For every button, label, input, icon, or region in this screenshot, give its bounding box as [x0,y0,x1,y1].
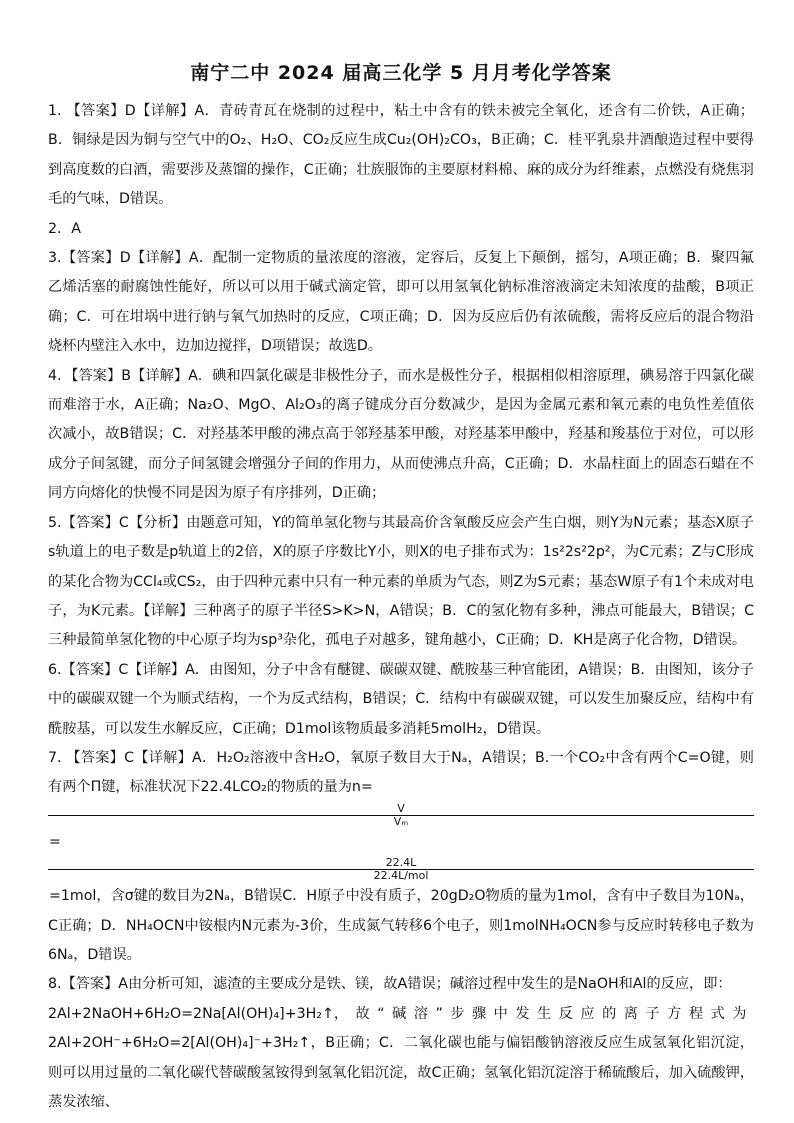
fraction-numerator: V [48,803,754,816]
answer-4: 4．【答案】B【详解】A．碘和四氯化碳是非极性分子，而水是极性分子，根据相似相溶原理，碘易溶于四氯化碳而难溶于水，A正确；Na₂O、MgO、Al₂O₃的离子键成分百分数减少，是因为金属元素和氧元素的电负性差值依次减小，故B错误；C．对羟基苯甲酸的沸点高于邻羟基苯甲酸，对羟基苯甲酸中，羟基和羧基位于对位，可以形成分子间氢键，而分子间氢键会增强分子间的作用力，从而使沸点升高，C正确；D．水晶柱面上的固态石蜡在不同方向熔化的快慢不同是因为原子有序排列，D正确； [48,367,754,502]
formula-fraction-volume [48,857,754,882]
answer-3: 3.【答案】D【详解】A．配制一定物质的量浓度的溶液，定容后，反复上下颠倒，摇匀，A项正确；B．聚四氟乙烯活塞的耐腐蚀性能好，所以可以用于碱式滴定管，即可以用氢氧化钠标准溶液滴定未知浓度的盐酸，B项正确；C．可在坩埚中进行钠与氧气加热时的反应，C项正确；D．因为反应后仍有浓硫酸，需将反应后的混合物沿烧杯内壁注入水中，边加边搅拌，D项错误；故选D。 [48,250,754,355]
answer-8 [48,970,754,1117]
fraction-denominator: Vₘ [393,814,409,828]
answer-8-spread-text: ，故“碱溶”步骤中发生反应的离子方程式为 [333,1005,754,1022]
answer-8-rest: 2Al+2OH⁻+6H₂O=2[Al(OH)₄]⁻+3H₂↑，B正确；C．二氧化碳也能与偏铝酸钠溶液反应生成氢氧化铝沉淀，则可以用过量的二氧化碳代替碳酸氢铵得到氢氧化铝沉淀，故C正确；氢氧化铝沉淀溶于稀硫酸后，加入硫酸钾，蒸发浓缩、 [48,1035,754,1110]
answer-7-part1: 7. 【答案】C【详解】A．H₂O₂溶液中含H₂O，氧原子数目大于Nₐ，A错误；B.一个CO₂中含有两个C=O键，则有两个Π键，标准状况下22.4LCO₂的物质的量为n= [48,749,754,796]
fraction-numerator: 22.4L [48,857,754,870]
equals-sign: = [49,833,61,850]
answer-5: 5.【答案】C【分析】由题意可知，Y的简单氢化物与其最高价含氧酸反应会产生白烟，则Y为N元素；基态X原子s轨道上的电子数是p轨道上的2倍，X的原子序数比Y小，则X的电子排布式为：1s²2s²2p²，为C元素；Z与C形成的某化合物为CCl₄或CS₂，由于四种元素中只有一种元素的单质为气态，则Z为S元素；基态W原子有1个未成对电子，为K元素。【详解】三种离子的原子半径S>K>N，A错误；B．C的氢化物有多种，沸点可能最大，B错误；C三种最简单氢化物的中心原子均为sp³杂化，孤电子对越多，键角越小，C正确；D．KH是离子化合物，D错误。 [48,514,754,649]
page-title: 南宁二中 2024 届高三化学 5 月月考化学答案 [190,62,612,84]
answer-2: 2．A [48,220,81,237]
formula-fraction-v-vm [48,803,754,828]
answer-7-part2: =1mol，含σ键的数目为2Nₐ，B错误C．H原子中没有质子，20gD₂O物质的量为1mol，含有中子数目为10Nₐ，C正确；D．NH₄OCN中铵根内N元素为-3价，生成氮气转移6个电子，则1molNH₄OCN参与反应时转移电子数为6Nₐ，D错误。 [48,888,754,963]
answer-1: 1. 【答案】D【详解】A．青砖青瓦在烧制的过程中，粘土中含有的铁未被完全氧化，还含有二价铁，A正确；B．铜绿是因为铜与空气中的O₂、H₂O、CO₂反应生成Cu₂(OH)₂CO₃，B正确；C．桂平乳泉井酒酿造过程中要得到高度数的白酒，需要涉及蒸馏的操作，C正确；壮族服饰的主要原材料棉、麻的成分为纤维素，点燃没有烧焦羽毛的气味，D错误。 [48,103,754,208]
answer-7 [48,744,754,970]
fraction-denominator: 22.4L/mol [373,869,429,883]
answer-8-equation: 2Al+2NaOH+6H₂O=2Na[Al(OH)₄]+3H₂↑ [48,1005,334,1022]
answer-8-line1: 8.【答案】A由分析可知，滤渣的主要成分是铁、镁，故A错误；碱溶过程中发生的是NaOH和Al的反应，即： [48,976,732,993]
answer-6: 6.【答案】C【详解】A．由图知，分子中含有醚键、碳碳双键、酰胺基三种官能团，A错误；B．由图知，该分子中的碳碳双键一个为顺式结构，一个为反式结构，B错误；C．结构中有碳碳双键，可以发生加聚反应，结构中有酰胺基，可以发生水解反应，C正确；D1mol该物质最多消耗5molH₂，D错误。 [48,661,754,737]
